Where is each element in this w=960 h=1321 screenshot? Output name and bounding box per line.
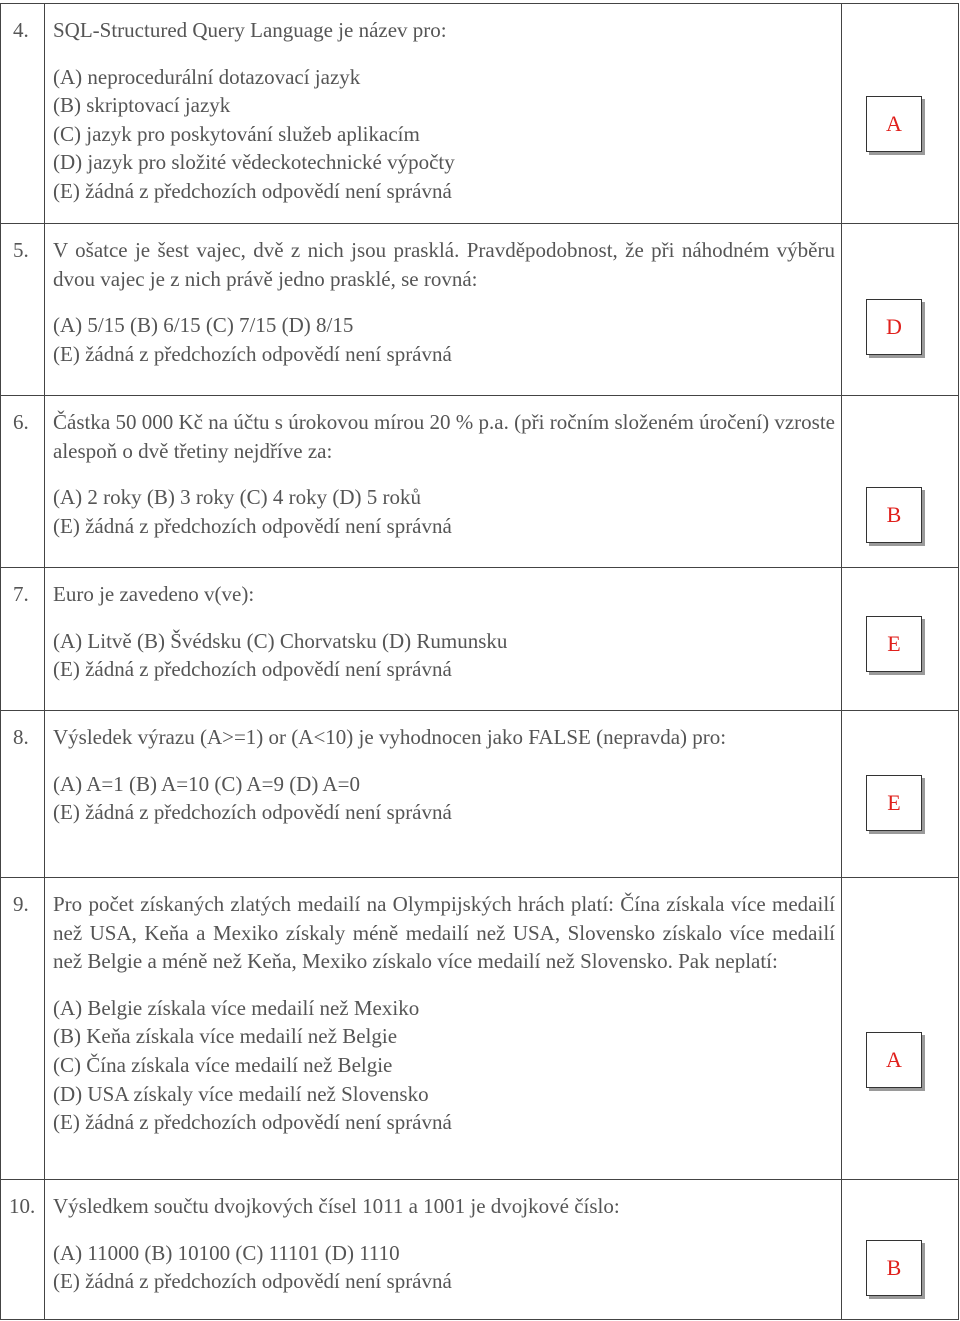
answer-cell: [842, 1180, 959, 1320]
question-body: [45, 568, 842, 711]
answer-options: [53, 627, 835, 684]
question-text: Euro je zavedeno v(ve):: [53, 582, 255, 606]
answer-options: [53, 63, 835, 206]
option-e: (E) žádná z předchozích odpovědí není správná: [53, 178, 452, 203]
question-body: [45, 878, 842, 1180]
answer-box: A: [866, 1032, 922, 1088]
question-number: 7.: [1, 568, 45, 711]
option-a: (A) Belgie získala více medailí než Mexiko: [53, 995, 420, 1020]
answer-options: [53, 1239, 835, 1296]
option-e: (E) žádná z předchozích odpovědí není správná: [53, 1110, 452, 1135]
question-number: 9.: [1, 878, 45, 1180]
question-body: [45, 396, 842, 568]
option-e: (E) žádná z předchozích odpovědí není správná: [53, 513, 452, 538]
question-text: Částka 50 000 Kč na účtu s úrokovou mírou 20 % p.a. (při ročním složeném úročení) vzroste alespoň o dvě třetiny nejdříve za:: [53, 410, 835, 463]
question-row: [1, 4, 959, 224]
question-number: 10.: [1, 1180, 45, 1320]
answer-box: D: [866, 299, 922, 355]
question-row: [1, 711, 959, 878]
question-body: [45, 1180, 842, 1320]
option-line: (A) Litvě (B) Švédsku (C) Chorvatsku (D) Rumunsku: [53, 628, 508, 653]
answer-cell: [842, 878, 959, 1180]
answer-box: E: [866, 616, 922, 672]
question-text: Výsledek výrazu (A>=1) or (A<10) je vyhodnocen jako FALSE (nepravda) pro:: [53, 725, 727, 749]
answer-options: [53, 483, 835, 540]
option-e: (E) žádná z předchozích odpovědí není správná: [53, 800, 452, 825]
answer-box: B: [866, 1240, 922, 1296]
option-line: (A) 2 roky (B) 3 roky (C) 4 roky (D) 5 roků: [53, 485, 422, 510]
answer-cell: [842, 224, 959, 396]
option-d: (D) jazyk pro složité vědeckotechnické výpočty: [53, 150, 455, 175]
answer-cell: [842, 711, 959, 878]
answer-options: [53, 311, 835, 368]
question-number: 6.: [1, 396, 45, 568]
answer-options: [53, 770, 835, 827]
answer-cell: [842, 4, 959, 224]
question-text: Výsledkem součtu dvojkových čísel 1011 a 1001 je dvojkové číslo:: [53, 1194, 620, 1218]
option-a: (A) neprocedurální dotazovací jazyk: [53, 64, 361, 89]
question-number: 4.: [1, 4, 45, 224]
option-e: (E) žádná z předchozích odpovědí není správná: [53, 657, 452, 682]
answer-box: B: [866, 487, 922, 543]
option-d: (D) USA získaly více medailí než Slovensko: [53, 1081, 429, 1106]
question-row: [1, 568, 959, 711]
question-row: [1, 224, 959, 396]
question-body: [45, 4, 842, 224]
option-c: (C) jazyk pro poskytování služeb aplikacím: [53, 121, 420, 146]
question-body: [45, 711, 842, 878]
question-text: Pro počet získaných zlatých medailí na Olympijských hrách platí: Čína získala více medailí než USA, Keňa a Mexiko získaly méně medailí než USA, Slovensko získalo více medailí než Belgie a méně než Keňa, Mexiko získalo více medailí než Slovensko. Pak neplatí:: [53, 892, 835, 974]
option-e: (E) žádná z předchozích odpovědí není správná: [53, 341, 452, 366]
question-body: [45, 224, 842, 396]
option-line: (A) 11000 (B) 10100 (C) 11101 (D) 1110: [53, 1240, 400, 1265]
question-row: [1, 1180, 959, 1320]
answer-box: E: [866, 775, 922, 831]
question-row: [1, 878, 959, 1180]
question-row: [1, 396, 959, 568]
option-b: (B) skriptovací jazyk: [53, 93, 231, 118]
quiz-table: [0, 3, 959, 1320]
option-b: (B) Keňa získala více medailí než Belgie: [53, 1024, 398, 1049]
question-number: 5.: [1, 224, 45, 396]
answer-options: [53, 994, 835, 1137]
option-c: (C) Čína získala více medailí než Belgie: [53, 1052, 393, 1077]
answer-cell: [842, 396, 959, 568]
answer-box: A: [866, 96, 922, 152]
question-text: V ošatce je šest vajec, dvě z nich jsou prasklá. Pravděpodobnost, že při náhodném výběru dvou vajec je z nich právě jedno prasklé, se rovná:: [53, 238, 835, 291]
question-text: SQL-Structured Query Language je název pro:: [53, 18, 447, 42]
option-line: (A) 5/15 (B) 6/15 (C) 7/15 (D) 8/15: [53, 313, 354, 338]
answer-cell: [842, 568, 959, 711]
option-e: (E) žádná z předchozích odpovědí není správná: [53, 1269, 452, 1294]
option-line: (A) A=1 (B) A=10 (C) A=9 (D) A=0: [53, 771, 360, 796]
question-number: 8.: [1, 711, 45, 878]
